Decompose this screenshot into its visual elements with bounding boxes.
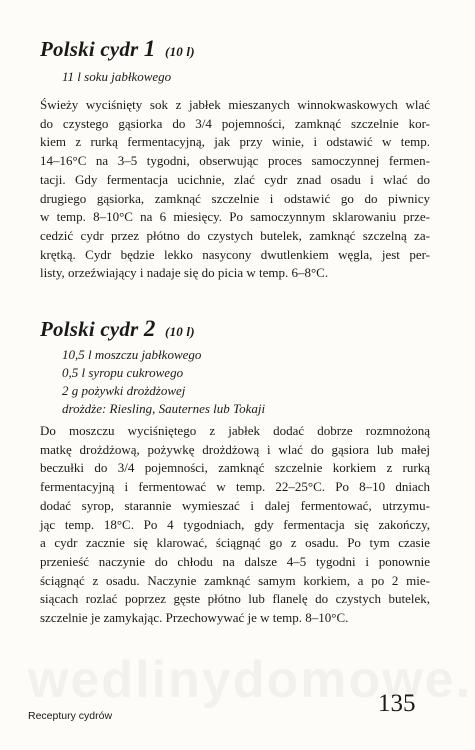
ingredient-item: drożdże: Riesling, Sauternes lub Tokaji (62, 401, 266, 416)
text-line: a cydr zacznie się klarować, ściągnąć go z osadu. Po tym czasie (40, 535, 430, 551)
text-line: cedzić cydr przez płótno do czystych butelek, zamknąć szczelną za- (40, 227, 430, 243)
recipe1-volume: (10 l) (165, 44, 195, 59)
text-line: Do moszczu wyciśniętego z jabłek dodać dobrze rozmnożoną (40, 423, 430, 438)
text-line: krętką. Cydr będzie lekko nasycony dwutlenkiem węgla, jest per- (40, 246, 430, 262)
recipe1-title-text: Polski cydr (40, 37, 139, 61)
text-line: przenieść naczynie do chłodu na dalsze 4–5 tygodni i ponownie (40, 553, 430, 569)
recipe2-instructions (40, 422, 430, 628)
text-line: fermentacyjną i fermentować w temp. 22–25°C. Po 8–10 dniach (40, 479, 430, 495)
ingredient-item: 2 g pożywki drożdżowej (62, 383, 186, 398)
ingredient-item: 0,5 l syropu cukrowego (62, 365, 184, 380)
recipe2-number: 2 (143, 316, 156, 341)
recipe1-number: 1 (143, 36, 156, 61)
footer-section-title: Receptury cydrów (28, 710, 113, 722)
text-line: ściągnąć z osadu. Naczynie zamknąć samym korkiem, a po 2 mie- (40, 572, 430, 588)
text-line: 14–16°C na 3–5 tygodni, obserwując proces samoczynnej fermen- (40, 153, 430, 169)
page-number: 135 (378, 690, 416, 717)
text-line: drugiego gąsiorka, zamknąć szczelnie i odstawić go do piwnicy (40, 190, 430, 206)
recipe1-ingredients (62, 68, 171, 86)
recipe1-instructions (40, 96, 430, 283)
text-line: siącach rozlać poprzez gęste płótno lub flanelę do czystych butelek, (40, 591, 430, 607)
recipe2-ingredients (62, 346, 265, 418)
recipe2-title-text: Polski cydr (40, 317, 139, 341)
text-line: dodać syrop, starannie wymieszać i dalej fermentować, utrzymu- (40, 497, 430, 513)
text-line: szczelnie je zamykając. Przechowywać je w temp. 8–10°C. (40, 610, 349, 626)
text-line: do czystego gąsiorka do 3/4 pojemności, zamknąć szczelnie kor- (40, 115, 430, 131)
ingredient-item: 10,5 l moszczu jabłkowego (62, 347, 202, 362)
text-line: beczułki do 3/4 pojemności, zamknąć szczelnie korkiem z rurką (40, 460, 430, 476)
text-line: matkę drożdżową, pożywkę drożdżową i wlać do gąsiora lub małej (40, 441, 430, 457)
recipe2-title (40, 316, 195, 342)
recipe1-title (40, 36, 195, 62)
text-line: w temp. 8–10°C na 6 miesięcy. Po samoczynnym sklarowaniu prze- (40, 209, 430, 225)
text-line: jąc temp. 18°C. Po 4 tygodniach, gdy fermentacja się zakończy, (40, 516, 430, 532)
ingredient-item: 11 l soku jabłkowego (62, 69, 172, 84)
text-line: kiem z rurką fermentacyjną, jak przy winie, i odstawić w temp. (40, 134, 430, 150)
text-line: tacji. Gdy fermentacja ucichnie, zlać cydr znad osadu i wlać do (40, 171, 430, 187)
text-line: listy, orzeźwiający i nadaje się do picia w temp. 6–8°C. (40, 265, 329, 281)
text-line: Świeży wyciśnięty sok z jabłek mieszanych winnokwaskowych wlać (40, 97, 430, 112)
recipe2-volume: (10 l) (165, 324, 195, 339)
